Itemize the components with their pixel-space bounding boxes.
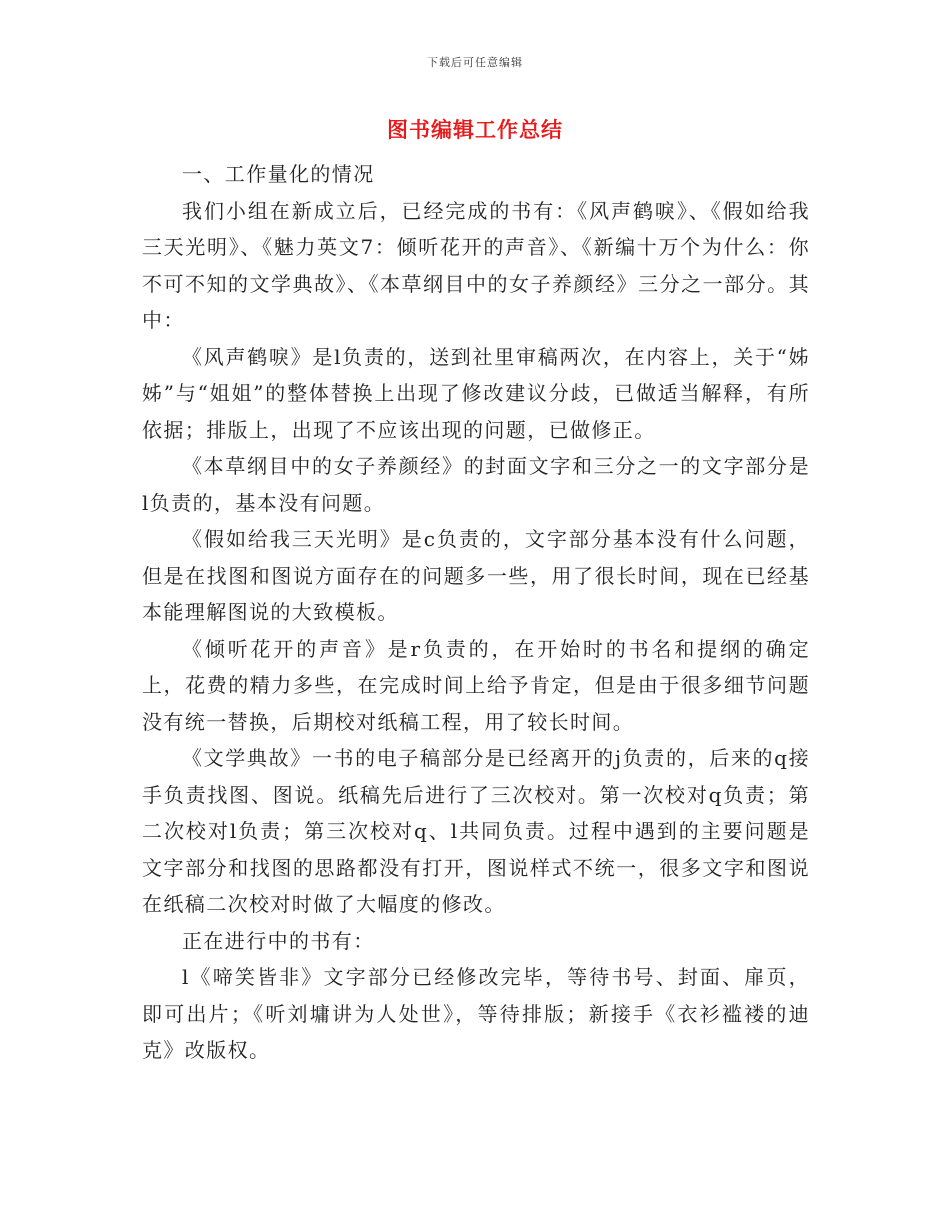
- document-title: 图书编辑工作总结: [387, 117, 563, 142]
- body-paragraph: 《倾听花开的声音》是r负责的，在开始时的书名和提纲的确定上，花费的精力多些，在完成时间上给予肯定，但是由于很多细节问题没有统一替换，后期校对纸稿工程，用了较长时间。: [142, 636, 810, 734]
- body-paragraph: 《文学典故》一书的电子稿部分是已经离开的j负责的，后来的q接手负责找图、图说。纸稿先后进行了三次校对。第一次校对q负责；第二次校对l负责；第三次校对q、l共同负责。过程中遇到的主要问题是文字部分和找图的思路都没有打开，图说样式不统一，很多文字和图说在纸稿二次校对时做了大幅度的修改。: [142, 746, 810, 916]
- section-heading: 一、工作量化的情况: [182, 162, 375, 186]
- body-paragraph: l《啼笑皆非》文字部分已经修改完毕，等待书号、封面、扉页，即可出片；《听刘墉讲为人处世》，等待排版；新接手《衣衫褴褛的迪克》改版权。: [142, 965, 810, 1062]
- body-paragraph: 正在进行中的书有：: [182, 928, 375, 953]
- document-body: [142, 156, 810, 1069]
- body-paragraph: 《风声鹤唳》是l负责的，送到社里审稿两次，在内容上，关于“姊姊”与“姐姐”的整体替换上出现了修改建议分歧，已做适当解释，有所依据；排版上，出现了不应该出现的问题，已做修正。: [142, 344, 810, 442]
- body-paragraph: 《本草纲目中的女子养颜经》的封面文字和三分之一的文字部分是l负责的，基本没有问题。: [142, 454, 810, 515]
- body-paragraph: 我们小组在新成立后，已经完成的书有：《风声鹤唳》、《假如给我三天光明》、《魅力英文7：倾听花开的声音》、《新编十万个为什么：你不可不知的文学典故》、《本草纲目中的女子养颜经》三分之一部分。其中：: [142, 198, 810, 332]
- page-header-note: 下载后可任意编辑: [427, 56, 523, 69]
- body-paragraph: 《假如给我三天光明》是c负责的，文字部分基本没有什么问题，但是在找图和图说方面存在的问题多一些，用了很长时间，现在已经基本能理解图说的大致模板。: [142, 527, 810, 624]
